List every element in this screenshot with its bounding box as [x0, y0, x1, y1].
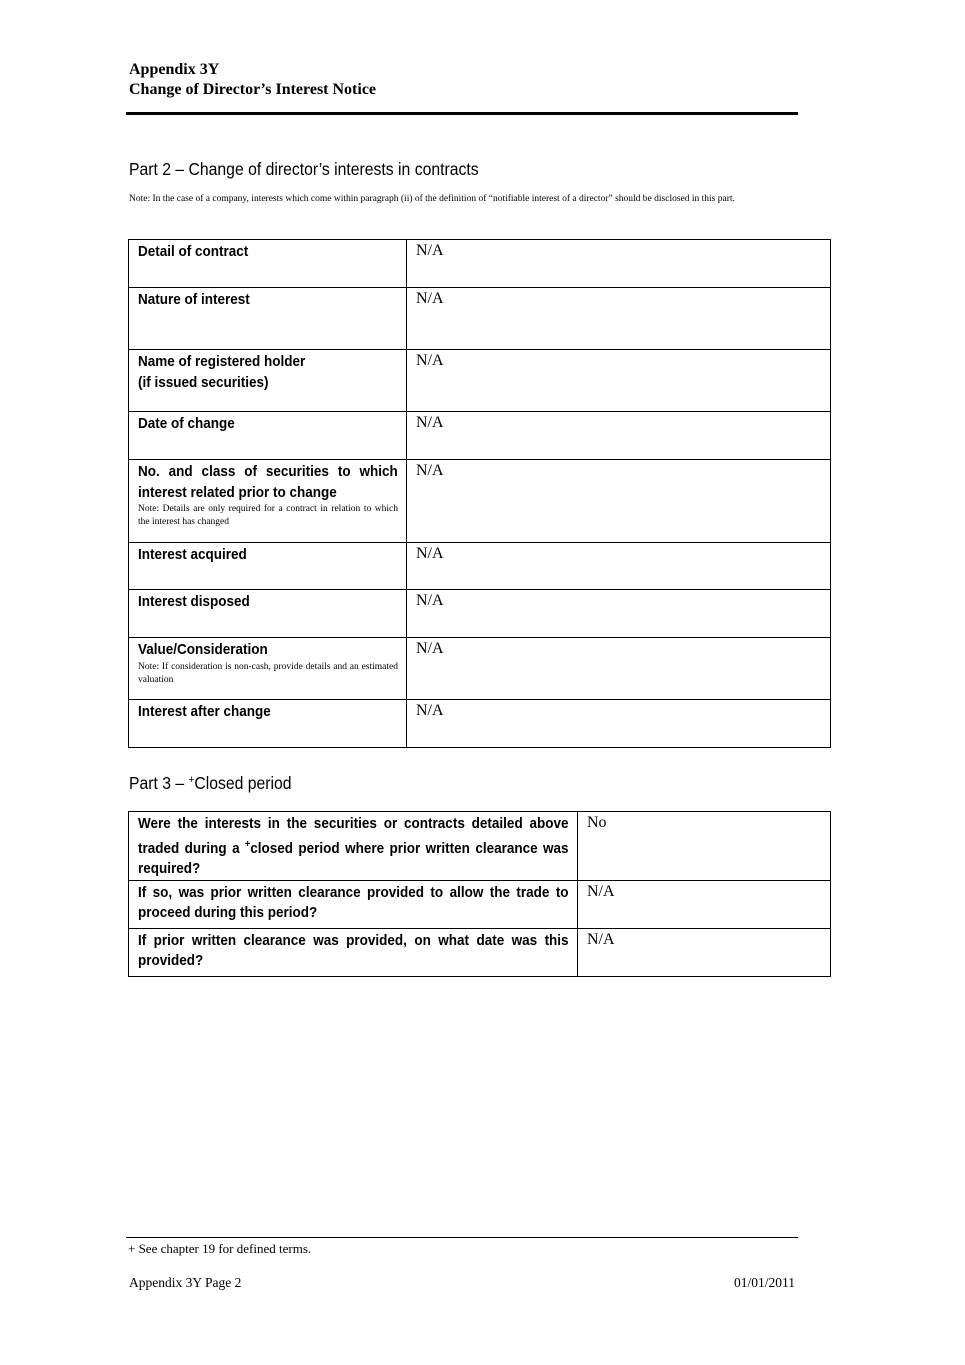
row-label-interest-acquired: Interest acquired: [138, 546, 247, 563]
header-subtitle: Change of Director’s Interest Notice: [129, 81, 377, 98]
document-header: [129, 60, 376, 100]
row-value-registered-holder: N/A: [407, 350, 831, 412]
row-label-registered-holder-sub: (if issued securities): [138, 373, 269, 391]
row-value-interest-acquired: N/A: [407, 543, 831, 590]
row-value-nature-of-interest: N/A: [407, 288, 831, 350]
row-note-no-and-class: Note: Details are only required for a contract in relation to which the interest has changed: [138, 504, 398, 527]
answer-clearance-provided: N/A: [578, 880, 831, 928]
part3-heading-rest: Closed period: [194, 773, 292, 793]
part3-heading: [129, 769, 292, 794]
part3-table: [128, 811, 831, 977]
table-row: [129, 812, 831, 881]
table-row: [129, 460, 831, 543]
table-row: [129, 638, 831, 700]
table-row: [129, 350, 831, 412]
table-row: [129, 700, 831, 748]
question-closed-period: Were the interests in the securities or contracts detailed above traded during a +closed period where prior written clearance was required?: [138, 815, 569, 877]
answer-clearance-date: N/A: [578, 928, 831, 976]
row-label-registered-holder: Name of registered holder: [138, 353, 306, 370]
row-value-detail-of-contract: N/A: [407, 240, 831, 288]
part2-table: [128, 239, 831, 748]
footer-date: 01/01/2011: [733, 1275, 795, 1290]
header-title: Appendix 3Y: [129, 61, 220, 78]
row-label-nature-of-interest: Nature of interest: [138, 291, 250, 308]
row-value-interest-after-change: N/A: [407, 700, 831, 748]
answer-closed-period: No: [578, 812, 831, 881]
table-row: [129, 412, 831, 460]
table-row: [129, 880, 831, 928]
row-value-no-and-class: N/A: [407, 460, 831, 543]
table-row: [129, 543, 831, 590]
footer-rule: [126, 1237, 798, 1238]
table-row: [129, 590, 831, 638]
footer-page-label: Appendix 3Y Page 2: [129, 1275, 242, 1290]
row-label-date-of-change: Date of change: [138, 415, 235, 432]
row-note-value-consideration: Note: If consideration is non-cash, provide details and an estimated valuation: [138, 661, 398, 685]
part2-heading: Part 2 – Change of director’s interests in contracts: [129, 159, 479, 179]
table-row: [129, 288, 831, 350]
question-clearance-date: If prior written clearance was provided, on what date was this provided?: [138, 931, 569, 969]
question-clearance-provided: If so, was prior written clearance provided to allow the trade to proceed during this period?: [138, 883, 569, 921]
row-label-interest-disposed: Interest disposed: [138, 593, 250, 610]
row-value-date-of-change: N/A: [407, 412, 831, 460]
part3-heading-plus: +: [188, 774, 195, 786]
row-label-no-and-class: No. and class of securities to which interest related prior to change: [138, 463, 398, 501]
header-rule: [126, 112, 798, 115]
row-label-detail-of-contract: Detail of contract: [138, 243, 249, 260]
table-row: [129, 240, 831, 288]
part3-heading-prefix: Part 3 –: [129, 773, 189, 793]
row-label-value-consideration: Value/Consideration: [138, 641, 268, 658]
table-row: [129, 928, 831, 976]
row-label-interest-after-change: Interest after change: [138, 703, 271, 720]
row-value-interest-disposed: N/A: [407, 590, 831, 638]
part2-note: Note: In the case of a company, interests which come within paragraph (ii) of the definition of “notifiable interest of a director” should be disclosed in this part.: [129, 194, 735, 204]
row-value-value-consideration: N/A: [407, 638, 831, 700]
footer-note: + See chapter 19 for defined terms.: [128, 1241, 312, 1256]
